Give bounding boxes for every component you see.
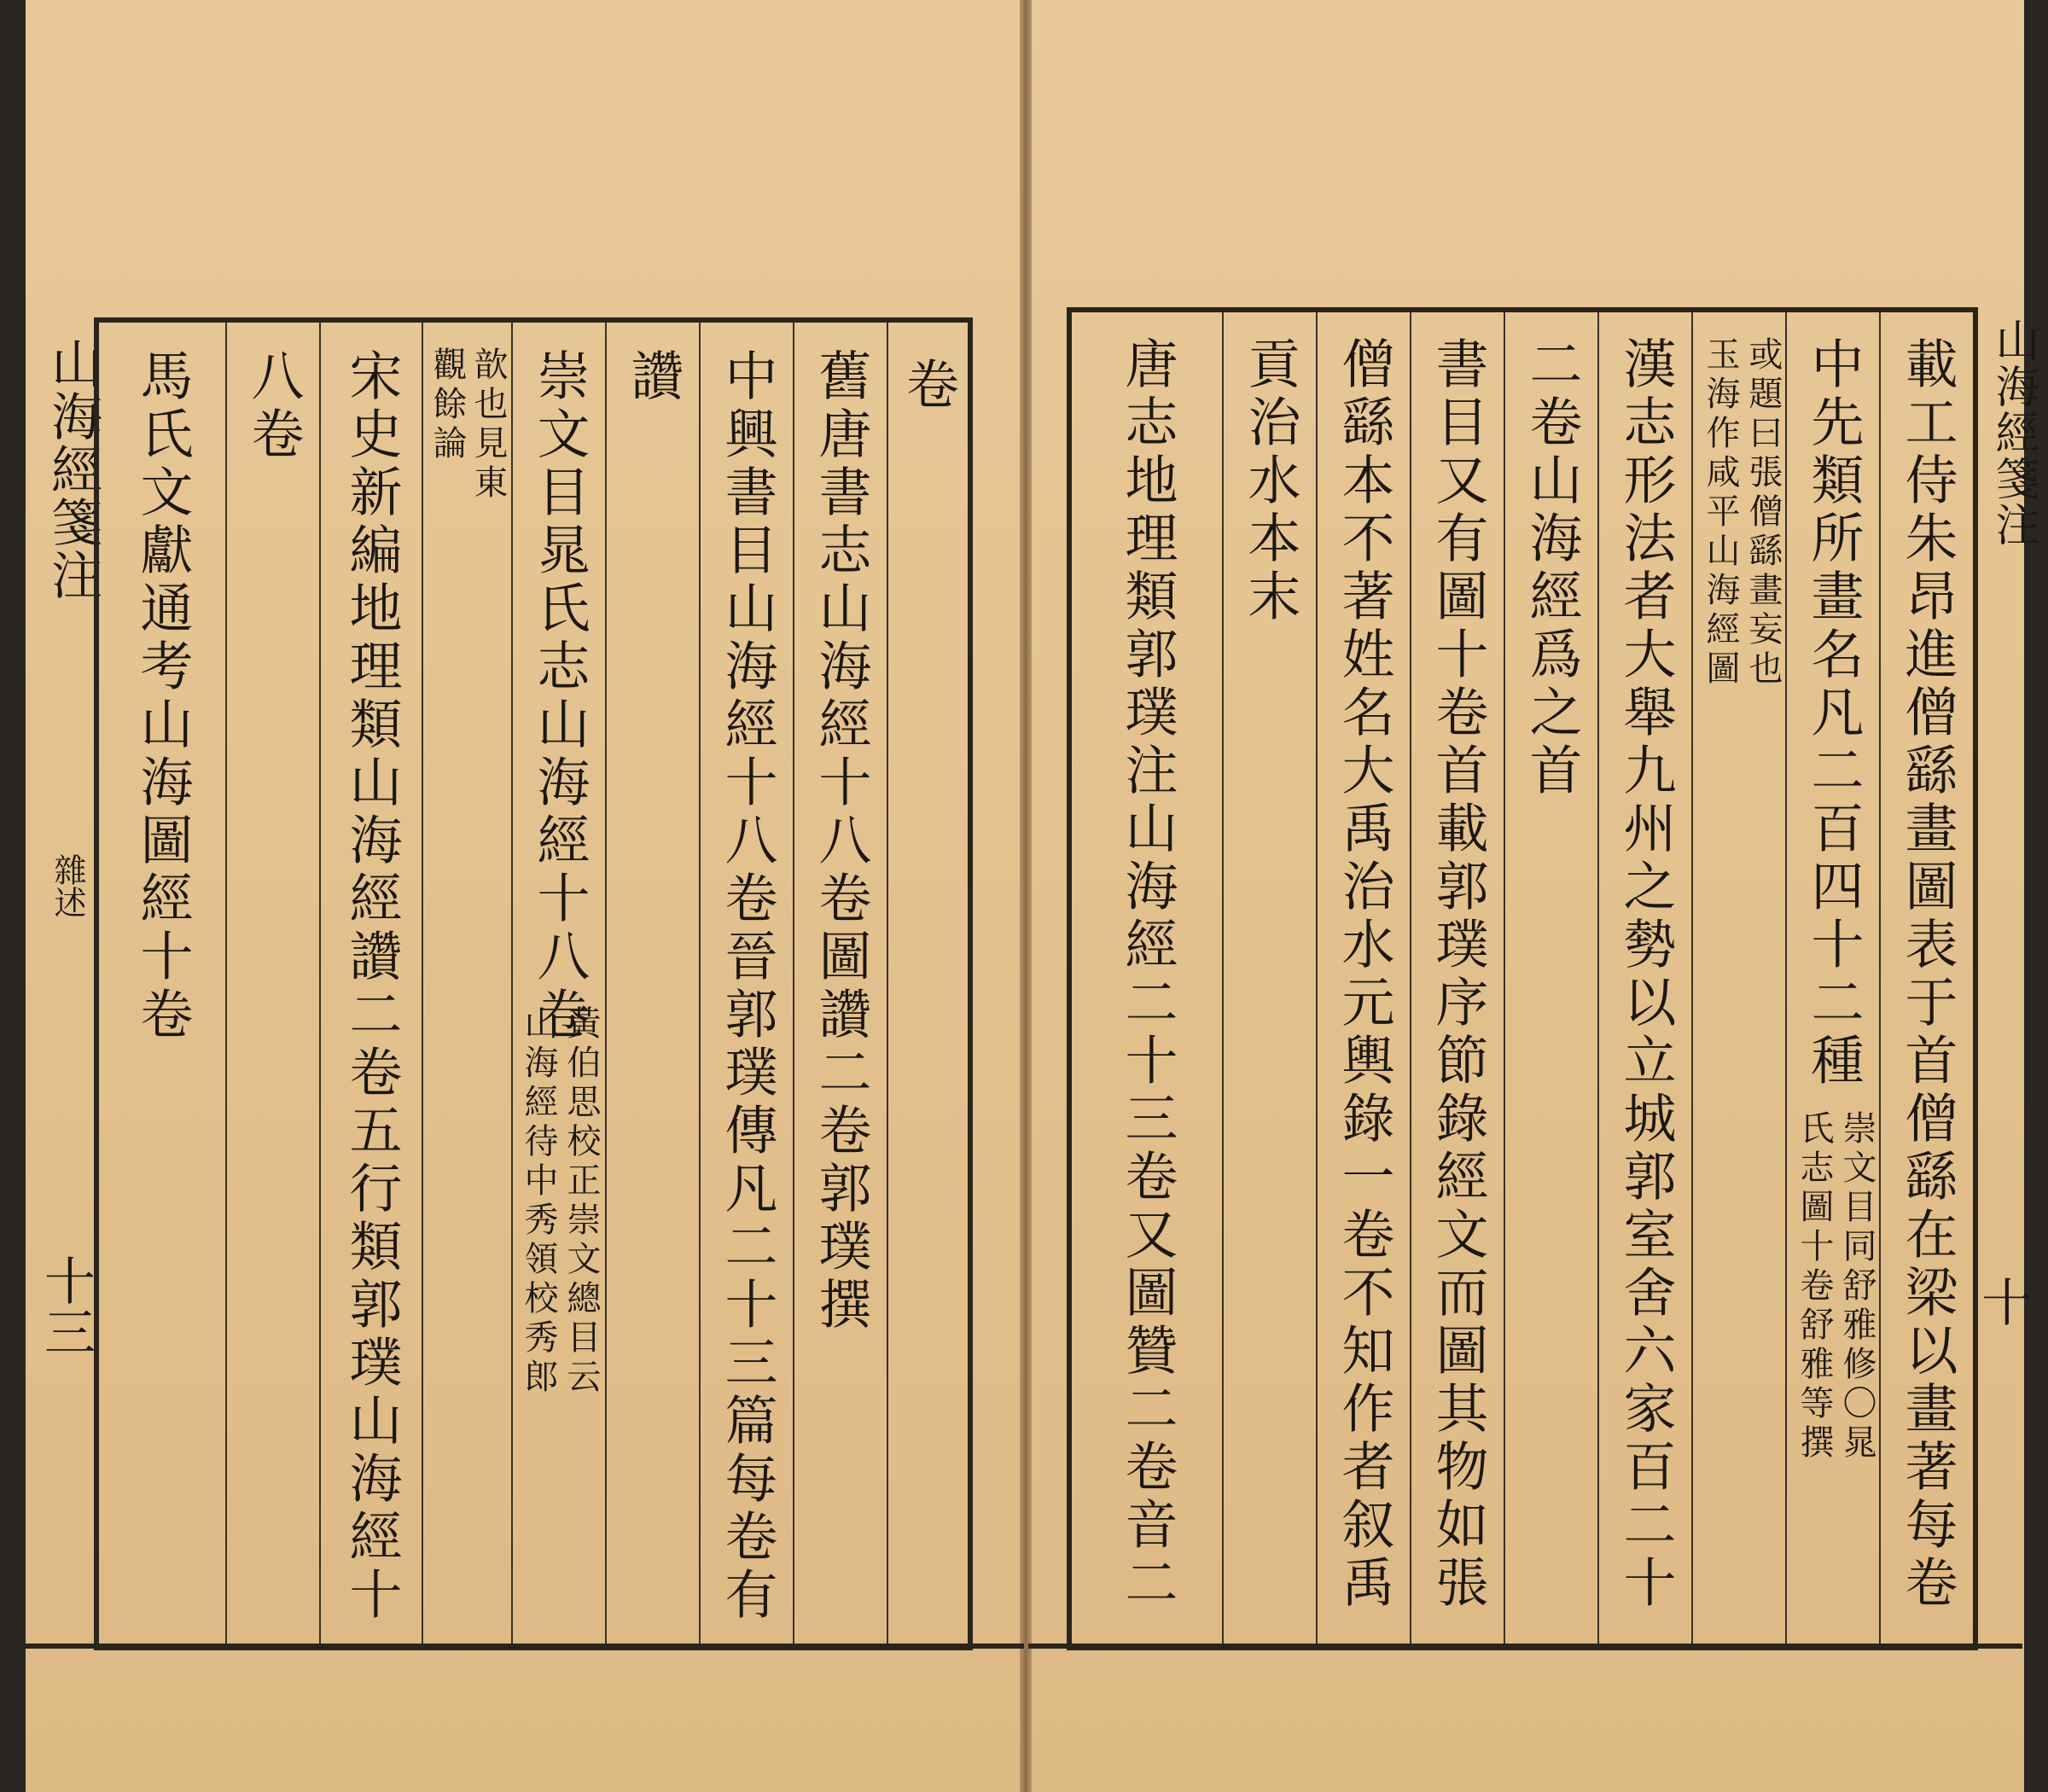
left-margin-page-number: 十三 bbox=[36, 1254, 96, 1357]
column-text: 崇文目晁氏志山海經十八卷 bbox=[528, 348, 591, 1044]
column-text: 漢志形法者大舉九州之勢以立城郭室舍六家百二十 bbox=[1615, 336, 1677, 1613]
right-col-9 bbox=[1072, 312, 1222, 1645]
annotation-right: 或題曰張僧繇畫妄也 bbox=[1743, 336, 1783, 689]
column-text: 中先類所畫名凡二百四十二種 bbox=[1802, 336, 1865, 1091]
column-text: 唐志地理類郭璞注山海經二十三卷又圖贊二卷音二 bbox=[1116, 336, 1178, 1613]
column-text: 宋史新編地理類山海經讚二卷五行類郭璞山海經十 bbox=[340, 348, 403, 1625]
right-col-5 bbox=[1504, 312, 1597, 1645]
right-col-1 bbox=[1879, 312, 1973, 1645]
right-margin-title: 山海經箋注 bbox=[1987, 317, 2039, 548]
right-text-frame bbox=[1067, 307, 1978, 1650]
left-col-7 bbox=[319, 323, 422, 1645]
left-col-3 bbox=[699, 323, 793, 1645]
annotation-left: 玉海作咸平山海經圖 bbox=[1701, 336, 1740, 689]
column-text: 載工侍朱昂進僧繇畫圖表于首僧繇在梁以畫著每卷 bbox=[1896, 336, 1958, 1613]
column-text: 僧繇本不著姓名大禹治水元輿錄一卷不知作者叙禹 bbox=[1333, 336, 1395, 1613]
right-bottom-rule bbox=[1028, 1644, 2022, 1649]
right-margin-page-number: 十 bbox=[1981, 1274, 2033, 1334]
left-margin-title: 山海經箋注 bbox=[43, 337, 102, 602]
left-margin-section: 雜述 bbox=[49, 853, 86, 918]
annotation-right: 崇文目同舒雅修〇晁 bbox=[1837, 1110, 1876, 1463]
left-col-6 bbox=[422, 323, 511, 1645]
left-col-2 bbox=[793, 323, 887, 1645]
right-col-2 bbox=[1785, 312, 1879, 1645]
column-text: 中興書目山海經十八卷晉郭璞傳凡二十三篇每卷有 bbox=[716, 348, 778, 1625]
right-col-8 bbox=[1222, 312, 1316, 1645]
annotation-left: 氏志圖十卷舒雅等撰 bbox=[1795, 1110, 1834, 1463]
column-text: 馬氏文獻通考山海圖經十卷 bbox=[131, 348, 194, 1044]
annotation-right: 黃伯思校正崇文總目云 bbox=[561, 1005, 601, 1398]
column-text: 二卷山海經爲之首 bbox=[1521, 336, 1583, 800]
right-col-6 bbox=[1410, 312, 1504, 1645]
left-col-9 bbox=[99, 323, 225, 1645]
book-gutter bbox=[1020, 0, 1032, 1792]
left-col-1 bbox=[887, 323, 968, 1645]
right-col-3 bbox=[1691, 312, 1785, 1645]
left-col-5 bbox=[511, 323, 605, 1645]
column-text: 書目又有圖十卷首載郭璞序節錄經文而圖其物如張 bbox=[1427, 336, 1489, 1613]
left-col-4 bbox=[605, 323, 699, 1645]
column-text: 八卷 bbox=[242, 348, 305, 464]
annotation-right: 歆也見東 bbox=[468, 346, 508, 503]
right-col-4 bbox=[1597, 312, 1691, 1645]
column-text: 貢治水本末 bbox=[1239, 336, 1301, 626]
right-col-7 bbox=[1316, 312, 1410, 1645]
column-text: 舊唐書志山海經十八卷圖讚二卷郭璞撰 bbox=[810, 348, 872, 1335]
annotation-left: 山海經待中秀領校秀郎 bbox=[519, 1005, 558, 1398]
left-text-frame bbox=[94, 317, 973, 1650]
annotation-left: 觀餘論 bbox=[428, 346, 467, 464]
left-bottom-rule bbox=[26, 1644, 1024, 1649]
column-text: 卷 bbox=[897, 357, 960, 415]
left-col-8 bbox=[225, 323, 319, 1645]
column-text: 讚 bbox=[622, 348, 684, 406]
